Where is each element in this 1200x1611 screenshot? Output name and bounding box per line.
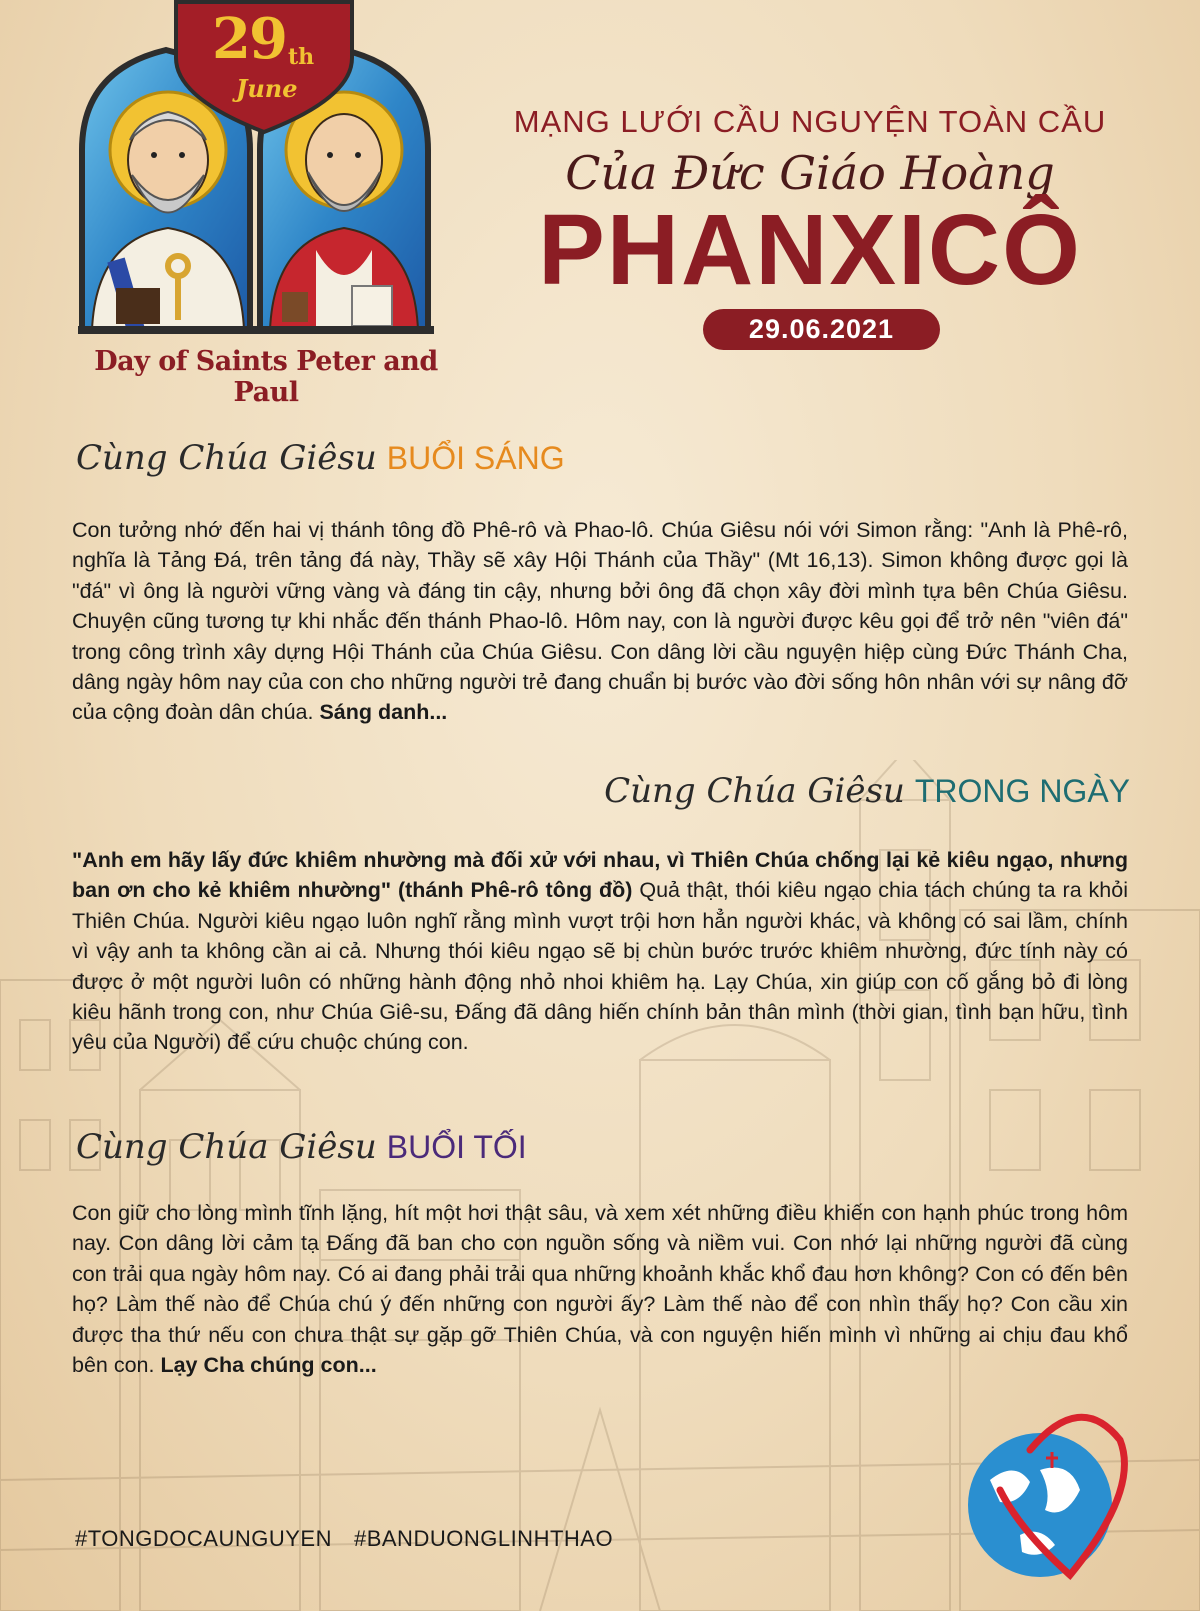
day-text: Quả thật, thói kiêu ngạo chia tách chúng ta ra khỏi Thiên Chúa. Người kiêu ngạo luôn nghĩ rằng mình vượt trội hơn hẳn người khác, và không có sai lầm, chính vì vậy anh ta không cần ai cả. Nhưng thói kiêu ngạo sẽ bị chùn bước trước khiêm nhường, đức tính này có được ở một người luôn có những hành động nhỏ nhoi khiêm hạ. Lạy Chúa, xin giúp con cố gắng bỏ đi lòng kiêu hãnh trong con, như Chúa Giê-su, Đấng đã dâng hiến chính bản thân mình (thời gian, tình bạn hữu, tình yêu của Người) để cứu chuộc chúng con. xyxy=(72,878,1128,1055)
badge-suffix: th xyxy=(288,44,315,70)
day-paragraph xyxy=(72,845,1128,1058)
day-word: TRONG NGÀY xyxy=(914,773,1130,809)
morning-script: Cùng Chúa Giêsu xyxy=(76,438,377,478)
evening-word: BUỔI TỐI xyxy=(386,1129,527,1165)
network-script-line: Của Đức Giáo Hoàng xyxy=(565,146,1055,200)
morning-paragraph xyxy=(72,515,1128,728)
day-quote: "Anh em hãy lấy đức khiêm nhường mà đối xử với nhau, vì Thiên Chúa chống lại kẻ kiêu ngạo, nhưng ban ơn cho kẻ khiêm nhường" (thánh Phê-rô tông đồ) xyxy=(72,848,1128,903)
badge-month: June xyxy=(236,74,298,103)
morning-closing: Sáng danh... xyxy=(319,700,448,725)
morning-word: BUỔI SÁNG xyxy=(386,440,565,476)
morning-heading xyxy=(76,438,565,478)
badge-day: 29 xyxy=(212,6,286,72)
network-title: MẠNG LƯỚI CẦU NGUYỆN TOÀN CẦU xyxy=(513,104,1107,139)
evening-paragraph xyxy=(72,1198,1128,1380)
hashtag-2: #BANDUONGLINHTHAO xyxy=(353,1526,614,1551)
evening-script: Cùng Chúa Giêsu xyxy=(76,1127,377,1167)
day-heading xyxy=(604,771,1130,811)
globe-heart-logo xyxy=(960,1410,1140,1585)
evening-heading xyxy=(76,1127,527,1167)
day-script: Cùng Chúa Giêsu xyxy=(604,771,905,811)
pope-name: PHANXICÔ xyxy=(538,194,1082,306)
evening-text: Con giữ cho lòng mình tĩnh lặng, hít một hơi thật sâu, và xem xét những điều khiến con hạnh phúc trong hôm nay. Con dâng lời cảm tạ Đấng đã ban cho con nguồn sống và niềm vui. Con nhớ lại những người đã cùng con trải qua ngày hôm nay. Có ai đang phải trải qua những khoảnh khắc khổ đau hơn không? Con có đến bên họ? Làm thế nào để Chúa chú ý đến những con người ấy? Làm thế nào để con nhìn thấy họ? Con cầu xin được tha thứ nếu con chưa thật sự gặp gỡ Thiên Chúa, và con nguyện hiến mình vì những ai chịu đau khổ bên con. xyxy=(72,1201,1128,1378)
date-pill: 29.06.2021 xyxy=(703,309,940,350)
hashtag-1: #TONGDOCAUNGUYEN xyxy=(75,1526,332,1551)
evening-closing: Lạy Cha chúng con... xyxy=(160,1353,377,1378)
feast-caption: Day of Saints Peter and Paul xyxy=(94,346,438,408)
morning-text: Con tưởng nhớ đến hai vị thánh tông đồ Phê-rô và Phao-lô. Chúa Giêsu nói với Simon rằng: "Anh là Phê-rô, nghĩa là Tảng Đá, trên tảng đá này, Thầy sẽ xây Hội Thánh của Thầy" (Mt 16,13). Simon không được gọi là "đá" vì ông là người vững vàng và đáng tin cậy, nhưng bởi ông đã chọn xây đời mình tựa bên Chúa Giêsu. Chuyện cũng tương tự khi nhắc đến thánh Phao-lô. Hôm nay, con là người được kêu gọi để trở nên "viên đá" trong công trình xây dựng Hội Thánh của Chúa Giêsu. Con dâng lời cầu nguyện hiệp cùng Đức Thánh Cha, dâng ngày hôm nay của con cho những người trẻ đang chuẩn bị bước vào đời sống hôn nhân với sự nâng đỡ của cộng đoàn dân chúa. xyxy=(72,518,1128,725)
hashtags xyxy=(75,1526,613,1552)
